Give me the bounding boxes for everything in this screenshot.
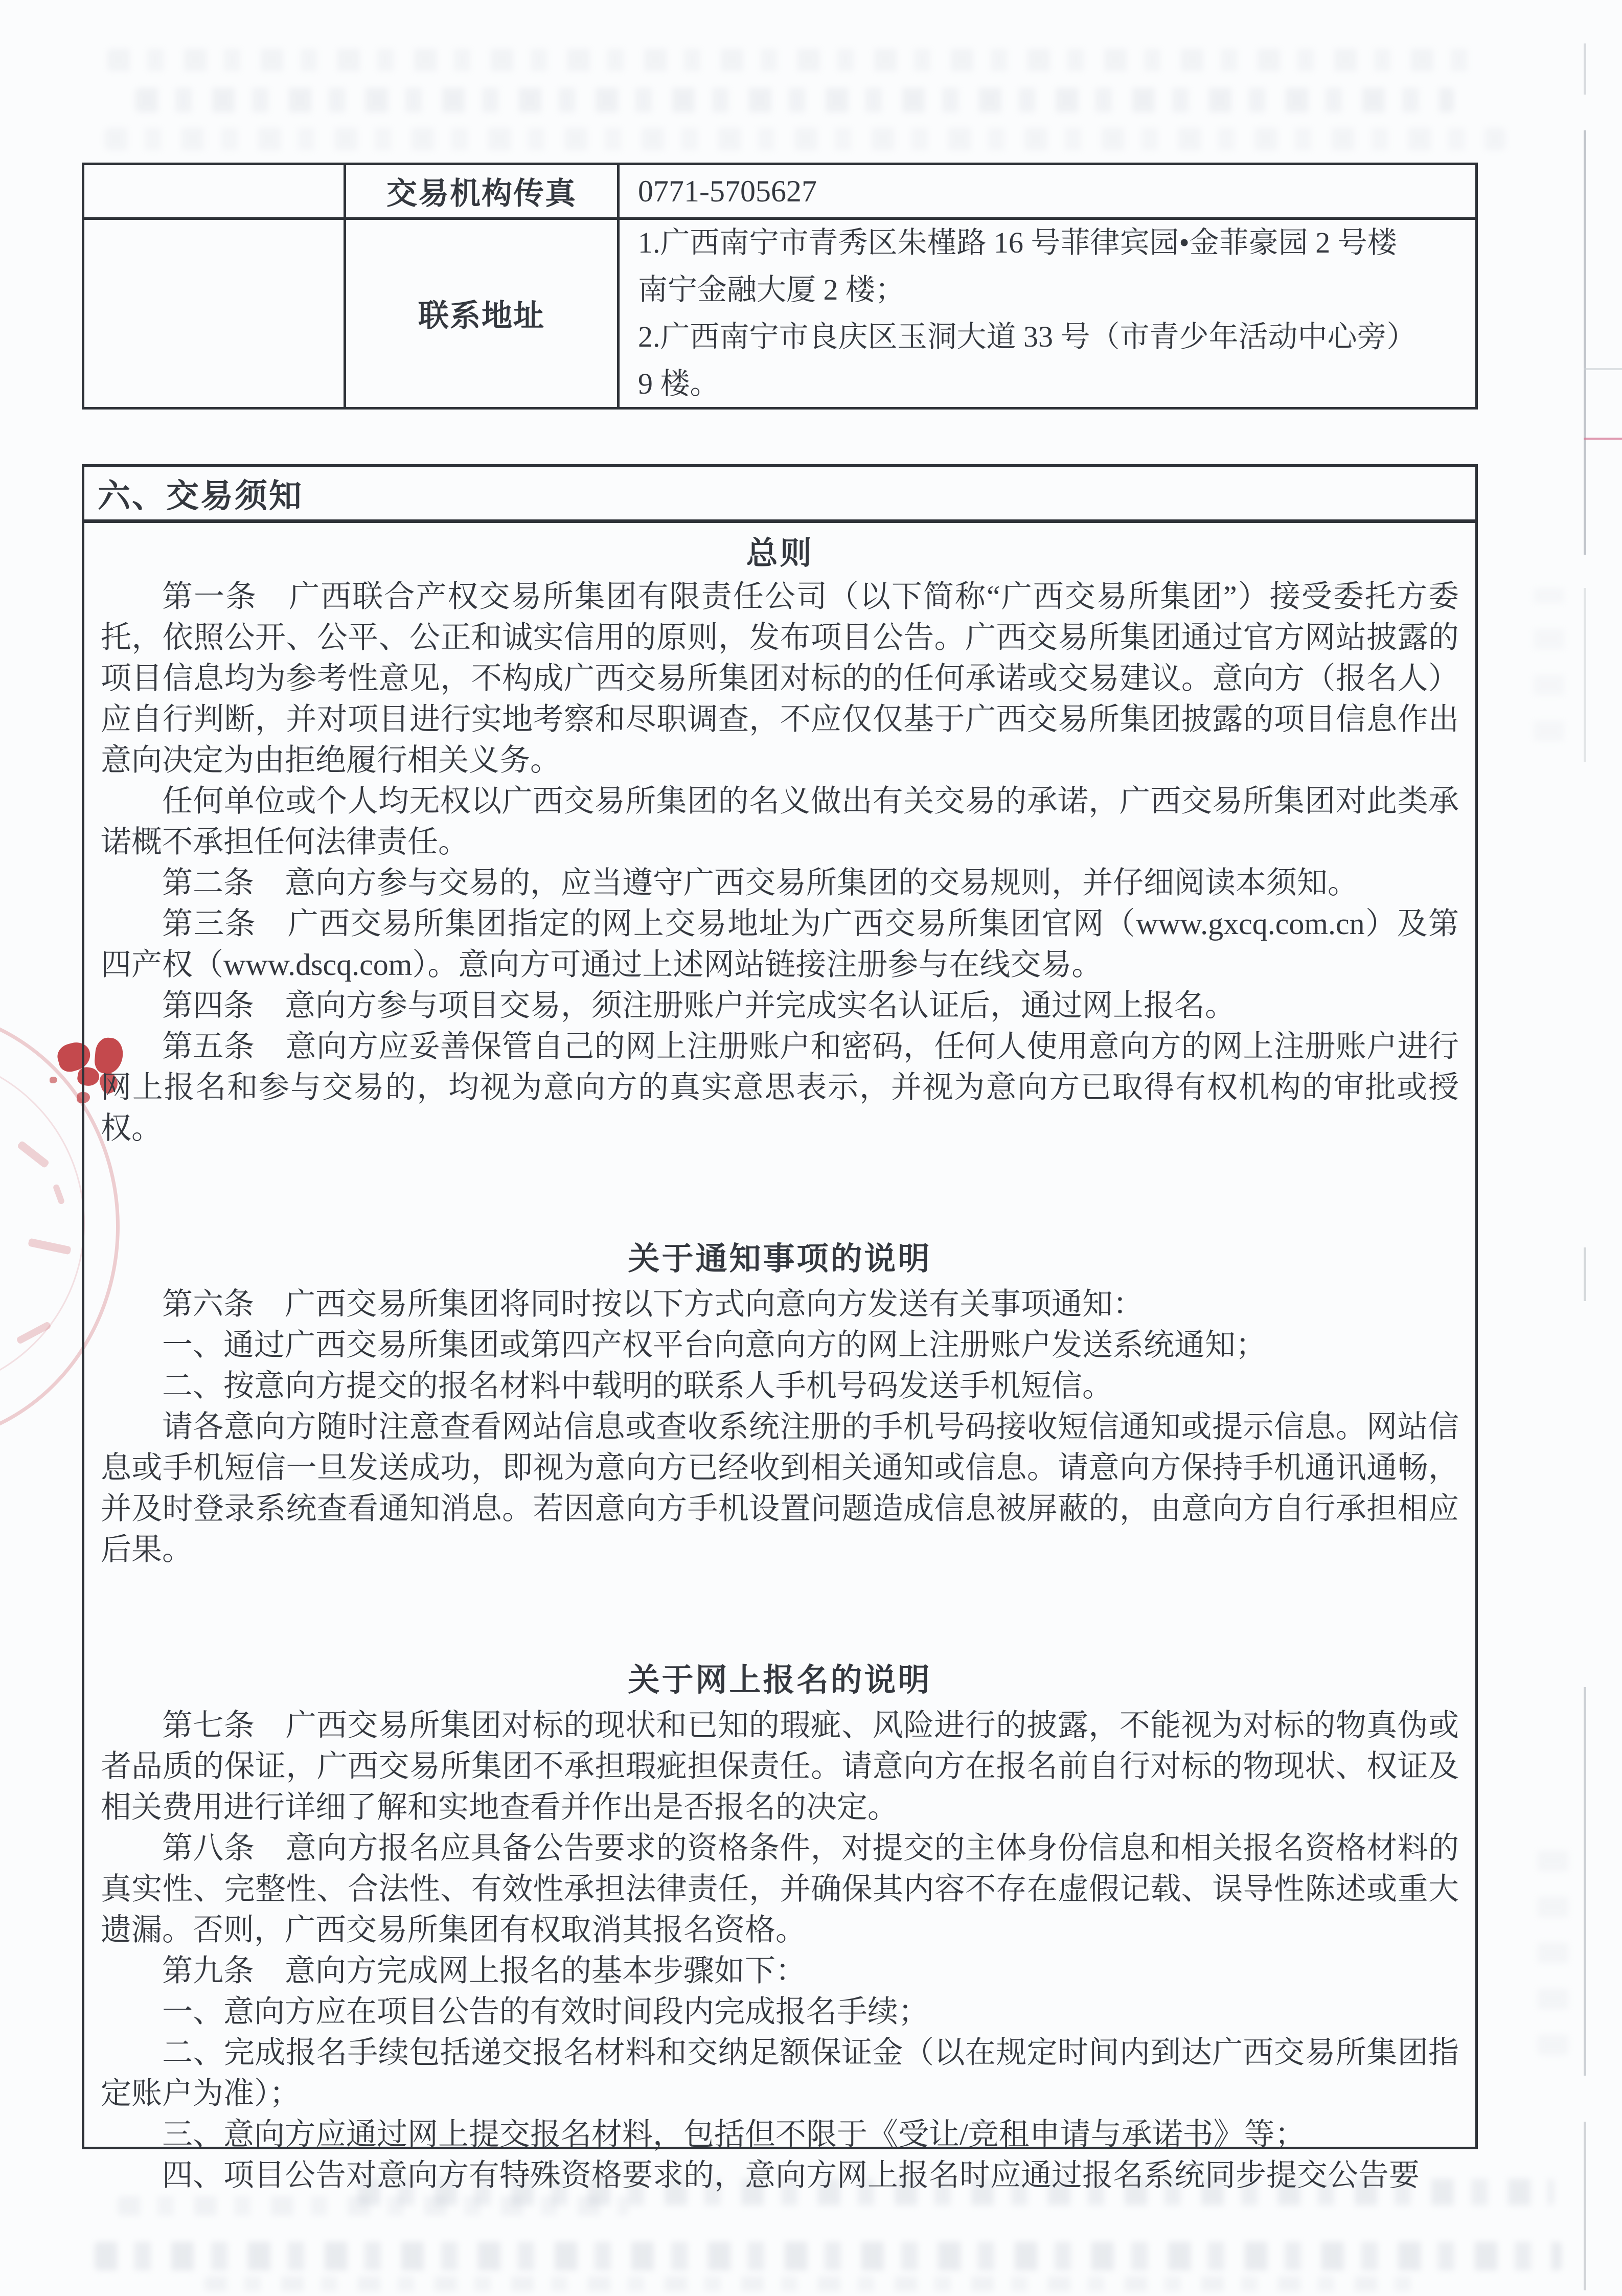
scan-edge-line <box>1584 43 1586 95</box>
fax-label: 交易机构传真 <box>386 177 577 211</box>
empty-rowspan-cell <box>84 165 346 217</box>
address-line: 9 楼。 <box>638 367 720 400</box>
red-seal-text-mark <box>16 1321 52 1345</box>
notice-paragraph: 一、通过广西交易所集团或第四产权平台向意向方的网上注册账户发送系统通知； <box>162 1328 1266 1362</box>
section-heading: 关于网上报名的说明 <box>628 1663 932 1698</box>
notice-paragraph: 第五条 意向方应妥善保管自己的网上注册账户和密码，任何人使用意向方的网上注册账户进行网上报名和参与交易的，均视为意向方的真实意思表示，并视为意向方已取得有权机构的审批或授权。 <box>101 1030 1459 1145</box>
notice-paragraph: 三、意向方应通过网上提交报名材料，包括但不限于《受让/竞租申请与承诺书》等； <box>162 2118 1306 2151</box>
trading-notice-section <box>82 464 1478 2192</box>
bleedthrough-artifact <box>107 49 1477 71</box>
notice-paragraph: 二、完成报名手续包括递交报名材料和交纳足额保证金（以在规定时间内到达广西交易所集团指定账户为准）； <box>101 2036 1459 2110</box>
notice-paragraph: 任何单位或个人均无权以广西交易所集团的名义做出有关交易的承诺，广西交易所集团对此类承诺概不承担任何法律责任。 <box>101 784 1459 859</box>
scan-edge-tick-gray <box>1584 368 1622 370</box>
notice-paragraph: 第八条 意向方报名应具备公告要求的资格条件，对提交的主体身份信息和相关报名资格材料的真实性、完整性、合法性、有效性承担法律责任，并确保其内容不存在虚假记载、误导性陈述或重大遗漏。否则，广西交易所集团有权取消其报名资格。 <box>101 1831 1459 1947</box>
address-line: 南宁金融大厦 2 楼； <box>638 273 905 306</box>
section-title <box>84 467 1475 523</box>
notice-paragraph: 第二条 意向方参与交易的，应当遵守广西交易所集团的交易规则，并仔细阅读本须知。 <box>162 866 1358 900</box>
table-row <box>84 165 1475 220</box>
notice-body <box>84 523 1475 2196</box>
empty-rowspan-cell <box>84 220 346 407</box>
notice-paragraph: 四、项目公告对意向方有特殊资格要求的，意向方网上报名时应通过报名系统同步提交公告要 <box>162 2158 1420 2192</box>
fax-label-cell <box>346 165 620 217</box>
notice-paragraph: 第一条 广西联合产权交易所集团有限责任公司（以下简称“广西交易所集团”）接受委托方委托，依照公开、公平、公正和诚实信用的原则，发布项目公告。广西交易所集团通过官方网站披露的项目信息均为参考性意见，不构成广西交易所集团对标的的任何承诺或交易建议。意向方（报名人）应自行判断，并对项目进行实地考察和尽职调查，不应仅仅基于广西交易所集团披露的项目信息作出意向决定为由拒绝履行相关义务。 <box>101 580 1459 777</box>
scan-edge-line <box>1584 130 1586 555</box>
red-ink-mark <box>50 1077 57 1083</box>
notice-paragraph: 一、意向方应在项目公告的有效时间段内完成报名手续； <box>162 1995 929 2029</box>
notice-paragraph: 第四条 意向方参与项目交易，须注册账户并完成实名认证后，通过网上报名。 <box>162 989 1236 1022</box>
fax-value-cell <box>620 165 1475 217</box>
bleedthrough-artifact <box>1534 588 1564 741</box>
notice-paragraph: 第三条 广西交易所集团指定的网上交易地址为广西交易所集团官网（www.gxcq.com.cn）及第四产权（www.dscq.com）。意向方可通过上述网站链接注册参与在线交易。 <box>101 907 1459 982</box>
bleedthrough-artifact <box>118 2196 629 2216</box>
notice-paragraph: 第九条 意向方完成网上报名的基本步骤如下： <box>162 1954 806 1988</box>
bleedthrough-artifact <box>204 2276 1421 2291</box>
bleedthrough-artifact <box>135 88 1454 112</box>
contact-info-table <box>82 163 1478 410</box>
address-line: 1.广西南宁市青秀区朱槿路 16 号菲律宾园•金菲豪园 2 号楼 <box>638 226 1397 259</box>
scan-edge-line <box>1584 2122 1586 2290</box>
section-heading: 总则 <box>746 536 814 571</box>
red-seal-text-mark <box>28 1238 71 1255</box>
address-line: 2.广西南宁市良庆区玉洞大道 33 号（市青少年活动中心旁） <box>638 320 1417 353</box>
notice-paragraph: 第六条 广西交易所集团将同时按以下方式向意向方发送有关事项通知： <box>162 1287 1144 1321</box>
bleedthrough-artifact <box>95 2242 1562 2270</box>
scan-edge-line <box>1584 1687 1586 2076</box>
notice-paragraph: 二、按意向方提交的报名材料中载明的联系人手机号码发送手机短信。 <box>162 1369 1113 1403</box>
address-value-cell <box>620 220 1475 407</box>
notice-paragraph: 第七条 广西交易所集团对标的现状和已知的瑕疵、风险进行的披露，不能视为对标的物真伪或者品质的保证，广西交易所集团不承担瑕疵担保责任。请意向方在报名前自行对标的物现状、权证及相关费用进行详细了解和实地查看并作出是否报名的决定。 <box>101 1709 1459 1824</box>
address-label-cell <box>346 220 620 407</box>
bleedthrough-artifact <box>105 128 1505 150</box>
section-heading: 关于通知事项的说明 <box>628 1242 932 1277</box>
address-lines <box>638 219 1417 407</box>
scan-edge-line <box>1584 588 1586 762</box>
scan-edge-line <box>1584 1247 1586 1301</box>
table-row <box>84 220 1475 407</box>
bleedthrough-artifact <box>1538 1840 1568 2055</box>
red-seal-text-mark <box>16 1140 50 1169</box>
address-label: 联系地址 <box>418 299 545 333</box>
fax-number: 0771-5705627 <box>638 174 817 208</box>
red-seal-ring-inner <box>0 1053 85 1394</box>
red-seal-text-mark <box>53 1184 65 1205</box>
notice-paragraph: 请各意向方随时注意查看网站信息或查收系统注册的手机号码接收短信通知或提示信息。网站信息或手机短信一旦发送成功，即视为意向方已经收到相关通知或信息。请意向方保持手机通讯通畅，并及时登录系统查看通知消息。若因意向方手机设置问题造成信息被屏蔽的，由意向方自行承担相应后果。 <box>101 1410 1459 1566</box>
section-title-text: 六、交易须知 <box>98 478 303 514</box>
scan-edge-tick-pink <box>1584 438 1622 440</box>
